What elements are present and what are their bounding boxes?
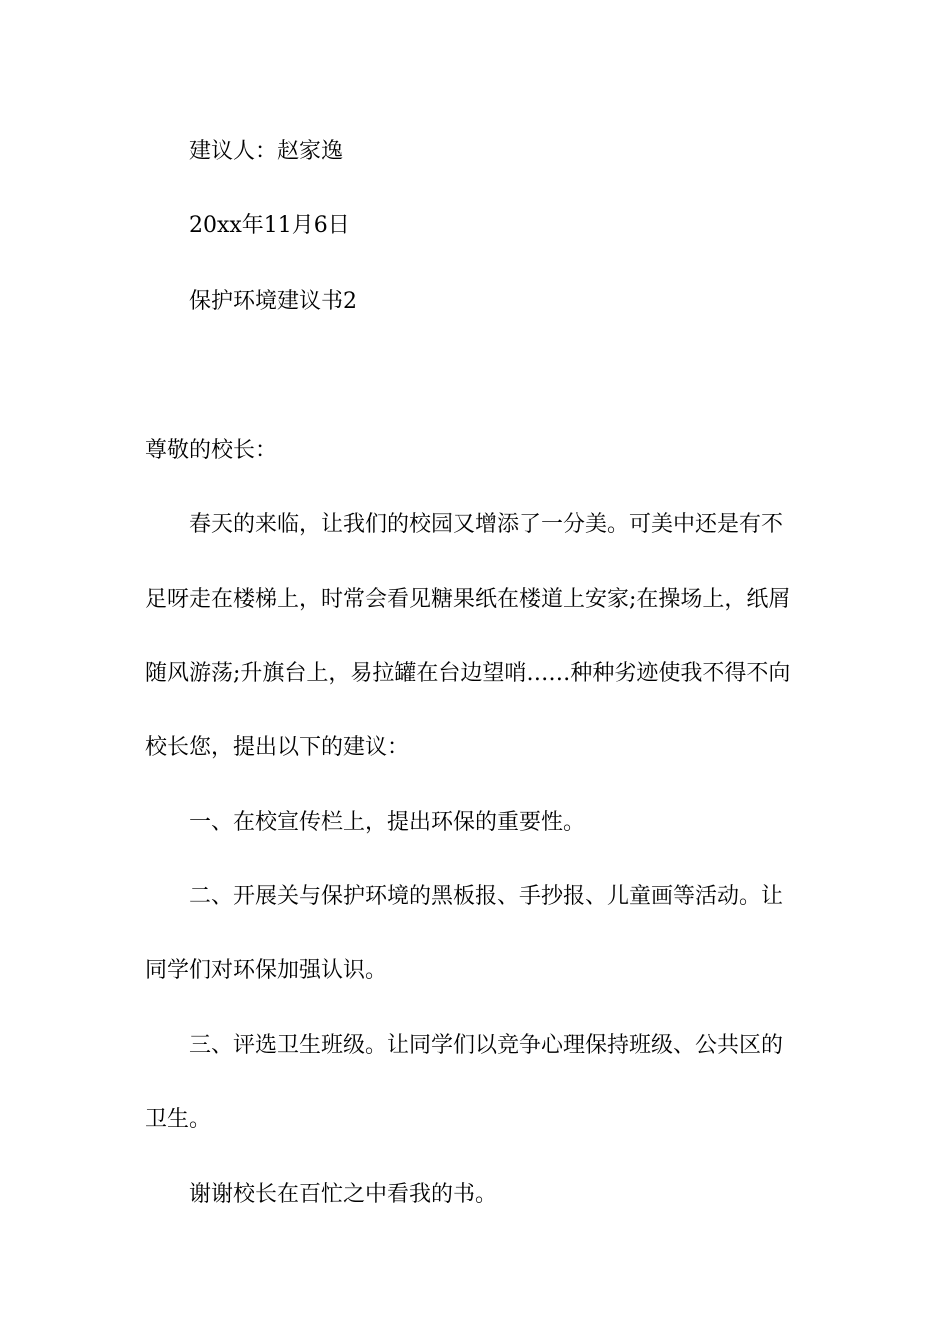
suggestion-2: 二、开展关与保护环境的黑板报、手抄报、儿童画等活动。让: [189, 884, 784, 909]
document-title: 保护环境建议书2: [189, 289, 357, 314]
salutation: 尊敬的校长：: [145, 438, 278, 463]
paragraph-line: 校长您，提出以下的建议：: [145, 735, 410, 760]
closing-line: 谢谢校长在百忙之中看我的书。: [189, 1182, 498, 1207]
paragraph-line: 随风游荡;升旗台上，易拉罐在台边望哨……种种劣迹使我不得不向: [145, 661, 791, 686]
suggestion-2-continued: 同学们对环保加强认识。: [145, 958, 388, 983]
signature-line: 建议人：赵家逸: [189, 139, 344, 164]
date-line: 20xx年11月6日: [189, 213, 350, 238]
suggestion-3: 三、评选卫生班级。让同学们以竞争心理保持班级、公共区的: [189, 1033, 784, 1058]
suggestion-1: 一、在校宣传栏上，提出环保的重要性。: [189, 810, 586, 835]
paragraph-line: 春天的来临，让我们的校园又增添了一分美。可美中还是有不: [189, 512, 784, 537]
suggestion-3-continued: 卫生。: [145, 1107, 212, 1132]
paragraph-line: 足呀走在楼梯上，时常会看见糖果纸在楼道上安家;在操场上，纸屑: [145, 587, 791, 612]
